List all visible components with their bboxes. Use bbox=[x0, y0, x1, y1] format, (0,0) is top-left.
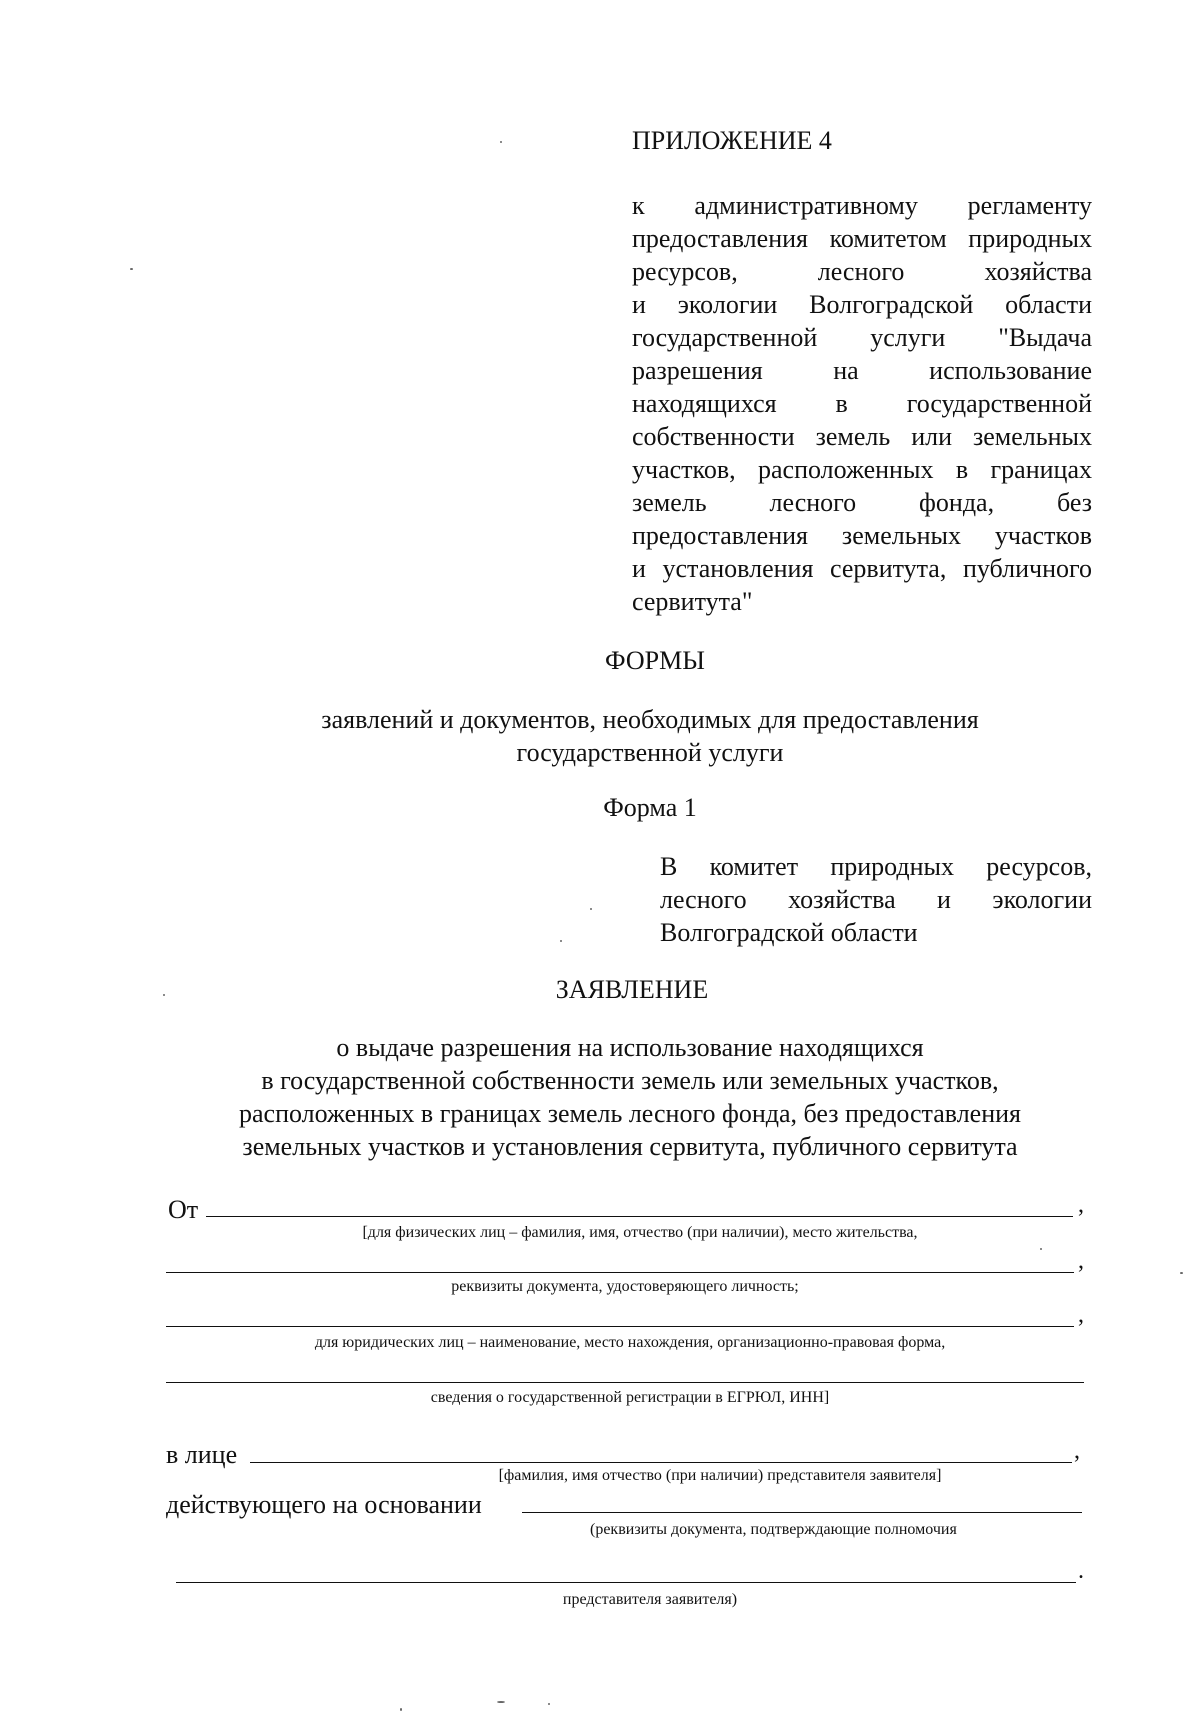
form-label: Форма 1 bbox=[603, 793, 697, 822]
from-input-line-1[interactable] bbox=[206, 1216, 1073, 1217]
represented-input-line[interactable] bbox=[250, 1462, 1072, 1463]
statement-subtitle-line: расположенных в границах земель лесного фонда, без предоставления bbox=[239, 1099, 1021, 1128]
appendix-line: предоставления комитетом природных bbox=[632, 224, 1092, 253]
from-comma-3: , bbox=[1078, 1302, 1084, 1328]
appendix-line: сервитута" bbox=[632, 587, 753, 616]
from-input-line-2[interactable] bbox=[166, 1272, 1074, 1273]
statement-subtitle-line: земельных участков и установления сервитута, публичного сервитута bbox=[242, 1132, 1018, 1161]
basis-hint-2: представителя заявителя) bbox=[562, 1591, 738, 1608]
scan-speck bbox=[497, 1701, 505, 1703]
statement-heading: ЗАЯВЛЕНИЕ bbox=[555, 975, 709, 1004]
scan-speck bbox=[590, 908, 592, 910]
addressee-line: лесного хозяйства и экологии bbox=[660, 885, 1092, 914]
appendix-title: ПРИЛОЖЕНИЕ 4 bbox=[632, 126, 832, 155]
scan-speck bbox=[163, 994, 165, 996]
forms-subtitle-line: государственной услуги bbox=[516, 738, 784, 767]
appendix-line: к административному регламенту bbox=[632, 191, 1092, 220]
represented-hint: [фамилия, имя отчество (при наличии) представителя заявителя] bbox=[498, 1467, 942, 1484]
appendix-line: собственности земель или земельных bbox=[632, 422, 1092, 451]
scan-speck bbox=[560, 940, 562, 942]
basis-label: действующего на основании bbox=[166, 1490, 482, 1519]
scan-speck bbox=[400, 1708, 402, 1711]
basis-period: . bbox=[1078, 1558, 1084, 1584]
appendix-line: участков, расположенных в границах bbox=[632, 455, 1092, 484]
from-comma-1: , bbox=[1078, 1192, 1084, 1218]
represented-comma: , bbox=[1074, 1438, 1080, 1464]
scan-speck bbox=[548, 1703, 550, 1705]
from-label: От bbox=[168, 1195, 199, 1224]
from-hint-1: [для физических лиц – фамилия, имя, отчество (при наличии), место жительства, bbox=[362, 1224, 918, 1241]
from-comma-2: , bbox=[1078, 1248, 1084, 1274]
appendix-text bbox=[632, 189, 1092, 618]
statement-subtitle-line: о выдаче разрешения на использование находящихся bbox=[336, 1033, 924, 1062]
scan-speck bbox=[1180, 1272, 1183, 1274]
appendix-line: и экологии Волгоградской области bbox=[632, 290, 1092, 319]
from-hint-3: для юридических лиц – наименование, место нахождения, организационно-правовая форма, bbox=[314, 1334, 946, 1351]
appendix-line: земель лесного фонда, без bbox=[632, 488, 1092, 517]
scan-speck bbox=[500, 141, 502, 143]
addressee bbox=[660, 850, 1092, 949]
scan-speck bbox=[1040, 1248, 1042, 1250]
from-hint-4: сведения о государственной регистрации в ЕГРЮЛ, ИНН] bbox=[430, 1389, 830, 1406]
represented-label: в лице bbox=[166, 1440, 238, 1469]
from-input-line-4[interactable] bbox=[166, 1382, 1084, 1383]
appendix-line: предоставления земельных участков bbox=[632, 521, 1092, 550]
statement-subtitle-line: в государственной собственности земель или земельных участков, bbox=[261, 1066, 999, 1095]
basis-input-line-2[interactable] bbox=[176, 1582, 1076, 1583]
appendix-line: находящихся в государственной bbox=[632, 389, 1092, 418]
forms-subtitle-line: заявлений и документов, необходимых для предоставления bbox=[321, 705, 979, 734]
forms-heading: ФОРМЫ bbox=[605, 646, 705, 675]
addressee-line: В комитет природных ресурсов, bbox=[660, 852, 1092, 881]
appendix-line: разрешения на использование bbox=[632, 356, 1092, 385]
addressee-line: Волгоградской области bbox=[660, 918, 918, 947]
statement-subtitle bbox=[150, 1031, 1110, 1163]
appendix-line: ресурсов, лесного хозяйства bbox=[632, 257, 1092, 286]
appendix-line: и установления сервитута, публичного bbox=[632, 554, 1092, 583]
basis-input-line-1[interactable] bbox=[522, 1512, 1082, 1513]
forms-subtitle bbox=[250, 703, 1050, 769]
basis-hint-1: (реквизиты документа, подтверждающие полномочия bbox=[590, 1521, 957, 1538]
from-hint-2: реквизиты документа, удостоверяющего личность; bbox=[451, 1278, 799, 1295]
appendix-line: государственной услуги "Выдача bbox=[632, 323, 1092, 352]
scan-speck bbox=[130, 268, 133, 270]
from-input-line-3[interactable] bbox=[166, 1326, 1074, 1327]
